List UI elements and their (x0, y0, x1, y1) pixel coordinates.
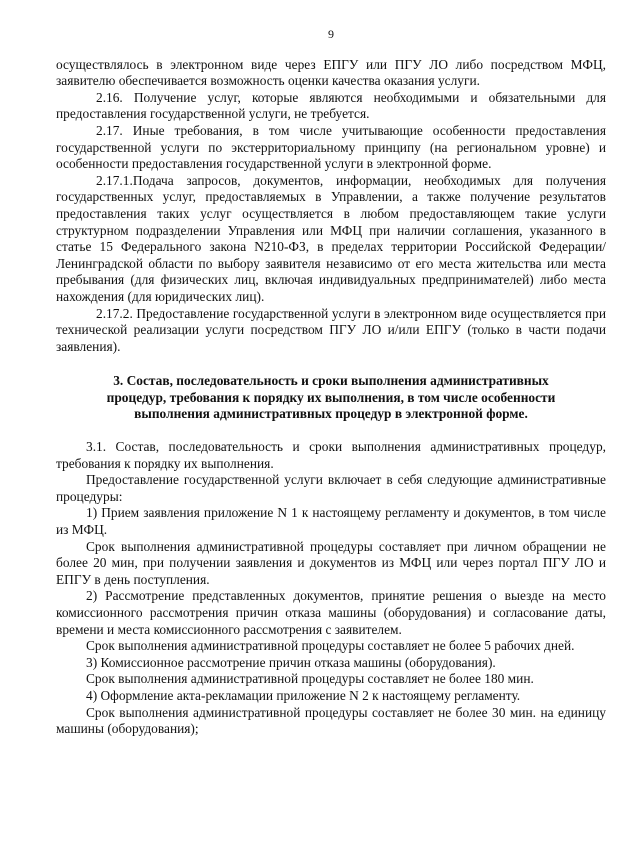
section-3-heading: 3. Состав, последовательность и сроки выполнения административных процедур, требования к порядку их выполнения, в том числе особенности выполнения административных процедур в электронной форме. (106, 373, 556, 422)
paragraph-3-1: 3.1. Состав, последовательность и сроки выполнения административных процедур, требования к порядку их выполнения. (56, 439, 606, 471)
procedure-1-term: Срок выполнения административной процедуры составляет при личном обращении не более 20 мин, при получении заявления и документов из МФЦ или через портал ПГУ ЛО и ЕПГУ в день поступления. (56, 538, 606, 587)
paragraph-procedures-intro: Предоставление государственной услуги включает в себя следующие административные процедуры: (56, 472, 606, 504)
paragraph-2-16: 2.16. Получение услуг, которые являются необходимыми и обязательными для предоставления государственной услуги, не требуется. (56, 89, 606, 122)
procedure-1: 1) Прием заявления приложение N 1 к настоящему регламенту и документов, в том числе из МФЦ. (56, 505, 606, 538)
paragraph-2-17-1: 2.17.1.Подача запросов, документов, информации, необходимых для получения государственных услуг, предоставляемых в Управлении, а также получение результатов предоставления таких услуг осуществляется в любом предоставляющем такие услуги структурном подразделении Управления или МФЦ при наличии соглашения, указанного в статье 15 Федерального закона N210-ФЗ, в пределах территории Российской Федерации/Ленинградской области по выбору заявителя независимо от его места жительства или места пребывания (для физических лиц, включая индивидуальных предпринимателей) либо места нахождения (для юридических лиц). (56, 172, 606, 304)
procedure-4: 4) Оформление акта-рекламации приложение N 2 к настоящему регламенту. (86, 687, 521, 703)
procedure-2-term: Срок выполнения административной процедуры составляет не более 5 рабочих дней. (86, 638, 575, 654)
paragraph-continuation: осуществлялось в электронном виде через ЕПГУ или ПГУ ЛО либо посредством МФЦ, заявителю обеспечивается возможность оценки качества оказания услуги. (56, 56, 606, 89)
page-number: 9 (328, 27, 334, 41)
procedure-3-term: Срок выполнения административной процедуры составляет не более 180 мин. (86, 671, 534, 687)
procedure-2: 2) Рассмотрение представленных документов, принятие решения о выезде на место комиссионного рассмотрения причин отказа машины (оборудования) и согласование даты, времени и места комиссионного рассмотрения с заявителем. (56, 588, 606, 637)
paragraph-2-17-2: 2.17.2. Предоставление государственной услуги в электронном виде осуществляется при технической реализации услуги посредством ПГУ ЛО и/или ЕПГУ (только в части подачи заявления). (56, 305, 606, 354)
procedure-4-term: Срок выполнения административной процедуры составляет не более 30 мин. на единицу машины (оборудования); (56, 704, 606, 737)
procedure-3: 3) Комиссионное рассмотрение причин отказа машины (оборудования). (86, 654, 496, 670)
paragraph-2-17: 2.17. Иные требования, в том числе учитывающие особенности предоставления государственной услуги по экстерриториальному принципу (на региональном уровне) и особенности предоставления государственной услуги в электронной форме. (56, 122, 606, 172)
